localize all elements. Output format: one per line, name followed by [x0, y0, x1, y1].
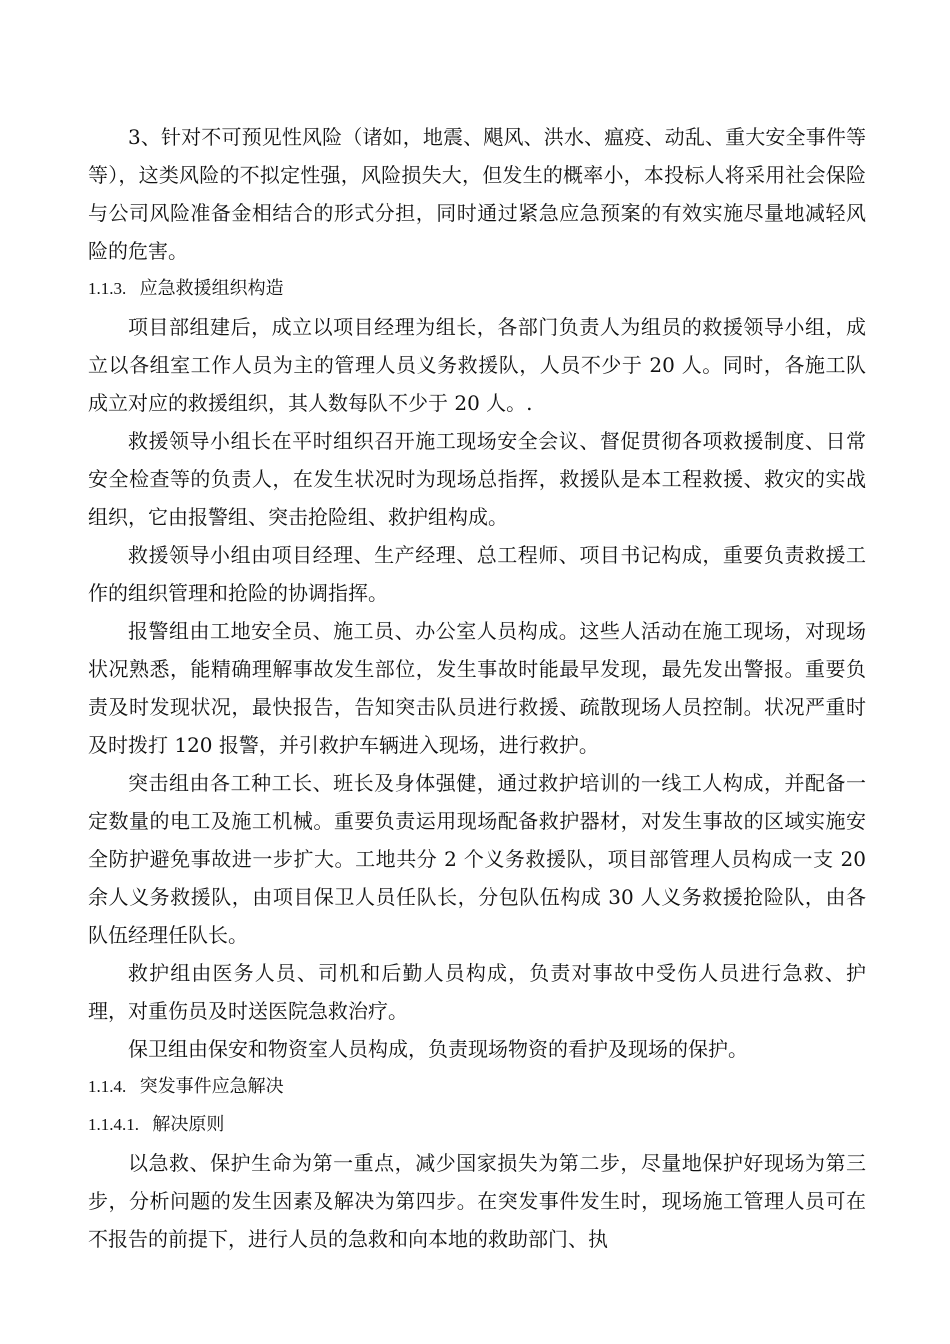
- paragraph-medical-group: 救护组由医务人员、司机和后勤人员构成，负责对事故中受伤人员进行急救、护理，对重伤员及时送医院急救治疗。: [88, 961, 866, 1023]
- paragraph-leadership-group: 救援领导小组由项目经理、生产经理、总工程师、项目书记构成，重要负责救援工作的组织管理和抢险的协调指挥。: [88, 543, 866, 605]
- paragraph-rescue-team-setup: 项目部组建后，成立以项目经理为组长，各部门负责人为组员的救援领导小组，成立以各组室工作人员为主的管理人员义务救援队，人员不少于 20 人。同时，各施工队成立对应的救援组织，其人数每队不少于 20 人。.: [88, 315, 866, 415]
- paragraph-alarm-group: 报警组由工地安全员、施工员、办公室人员构成。这些人活动在施工现场，对现场状况熟悉，能精确理解事故发生部位，发生事故时能最早发现，最先发出警报。重要负责及时发现状况，最快报告，告知突击队员进行救援、疏散现场人员控制。状况严重时及时拨打 120 报警，并引救护车辆进入现场，进行救护。: [88, 619, 866, 757]
- section-number: 1.1.4.: [88, 1077, 127, 1096]
- section-heading-emergency-handling: [88, 1068, 866, 1106]
- paragraph-security-group: 保卫组由保安和物资室人员构成，负责现场物资的看护及现场的保护。: [128, 1037, 748, 1061]
- subsection-heading-principles: [88, 1106, 866, 1144]
- document-body: [88, 118, 866, 1258]
- paragraph-rescue-leader-duties: 救援领导小组长在平时组织召开施工现场安全会议、督促贯彻各项救援制度、日常安全检查等的负责人，在发生状况时为现场总指挥，救援队是本工程救援、救灾的实战组织，它由报警组、突击抢险组、救护组构成。: [88, 429, 866, 529]
- section-number: 1.1.3.: [88, 279, 127, 298]
- section-number: 1.1.4.1.: [88, 1115, 139, 1134]
- section-title: 突发事件应急解决: [139, 1076, 284, 1097]
- section-title: 应急救援组织构造: [139, 278, 284, 299]
- section-heading-rescue-organization: [88, 270, 866, 308]
- paragraph-assault-group: 突击组由各工种工长、班长及身体强健，通过救护培训的一线工人构成，并配备一定数量的电工及施工机械。重要负责运用现场配备救护器材，对发生事故的区域实施安全防护避免事故进一步扩大。工地共分 2 个义务救援队，项目部管理人员构成一支 20 余人义务救援队，由项目保卫人员任队长，分包队伍构成 30 人义务救援抢险队，由各队伍经理任队长。: [88, 771, 866, 947]
- paragraph-handling-principles: 以急救、保护生命为第一重点，减少国家损失为第二步，尽量地保护好现场为第三步，分析问题的发生因素及解决为第四步。在突发事件发生时，现场施工管理人员可在不报告的前提下，进行人员的急救和向本地的救助部门、执: [88, 1151, 866, 1251]
- section-title: 解决原则: [152, 1114, 225, 1135]
- paragraph-unforeseeable-risk: 3、针对不可预见性风险（诸如，地震、飓风、洪水、瘟疫、动乱、重大安全事件等等），这类风险的不拟定性强，风险损失大，但发生的概率小，本投标人将采用社会保险与公司风险准备金相结合的形式分担，同时通过紧急应急预案的有效实施尽量地减轻风险的危害。: [88, 125, 866, 263]
